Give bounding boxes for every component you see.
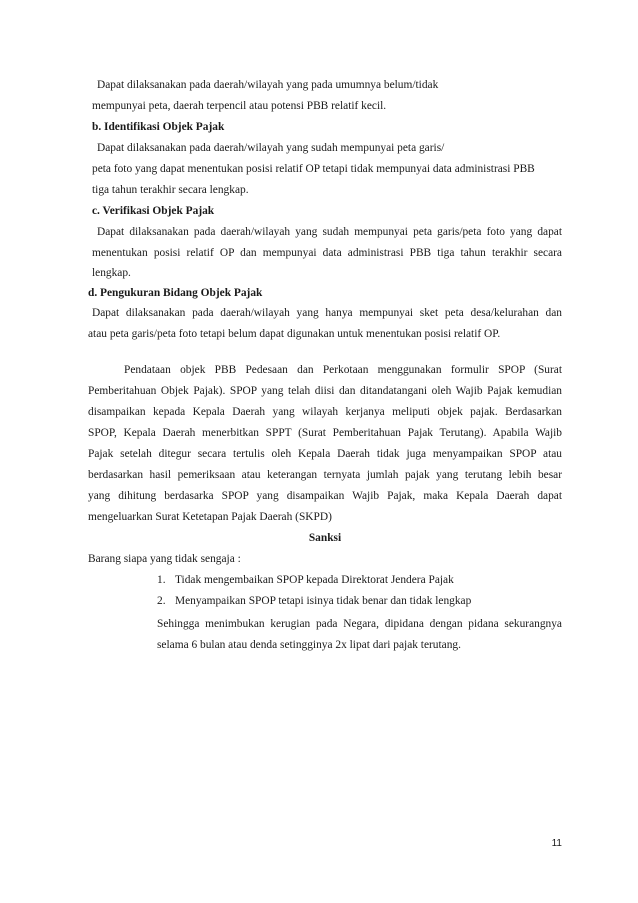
section-c-line-3: lengkap.: [92, 267, 131, 279]
paragraph-line: SPOP, Kepala Daerah menerbitkan SPPT (Surat Pemberitahuan Pajak Terutang). Apabila Wajib: [88, 427, 562, 439]
sanksi-intro: Barang siapa yang tidak sengaja :: [88, 553, 241, 565]
list-item: Menyampaikan SPOP tetapi isinya tidak benar dan tidak lengkap: [175, 595, 472, 607]
paragraph-line: Pemberitahuan Objek Pajak). SPOP yang telah diisi dan ditandatangani oleh Wajib Pajak kemudian: [88, 385, 562, 397]
page-number: 11: [551, 838, 562, 849]
paragraph-line: disampaikan kepada Kepala Daerah yang wilayah kerjanya meliputi objek pajak. Berdasarkan: [88, 406, 562, 418]
section-a-line-2: mempunyai peta, daerah terpencil atau potensi PBB relatif kecil.: [92, 100, 387, 112]
section-d-heading: d. Pengukuran Bidang Objek Pajak: [88, 287, 263, 299]
list-item-number: 2.: [157, 595, 166, 607]
paragraph-line: Pendataan objek PBB Pedesaan dan Perkotaan menggunakan formulir SPOP (Surat: [124, 364, 562, 376]
paragraph-line: Pajak setelah ditegur secara tertulis oleh Kepala Daerah tidak juga menyampaikan SPOP atau: [88, 448, 562, 460]
section-c-line-1: Dapat dilaksanakan pada daerah/wilayah yang sudah mempunyai peta garis/peta foto yang dapat: [97, 226, 562, 238]
section-c-line-2: menentukan posisi relatif OP dan mempunyai data administrasi PBB tiga tahun terakhir secara: [92, 247, 562, 259]
paragraph-line: yang dihitung berdasarka SPOP yang disampaikan Wajib Pajak, maka Kepala Daerah dapat: [88, 490, 562, 502]
sanksi-closing-line-1: Sehingga menimbukan kerugian pada Negara, dipidana dengan pidana sekurangnya: [157, 618, 562, 630]
section-c-heading: c. Verifikasi Objek Pajak: [92, 205, 215, 217]
sanksi-title: Sanksi: [308, 532, 342, 544]
section-d-line-2: atau peta garis/peta foto tetapi belum dapat digunakan untuk menentukan posisi relatif OP.: [88, 328, 501, 340]
list-item-number: 1.: [157, 574, 166, 586]
sanksi-closing-line-2: selama 6 bulan atau denda setingginya 2x lipat dari pajak terutang.: [157, 639, 461, 651]
section-a-line-1: Dapat dilaksanakan pada daerah/wilayah yang pada umumnya belum/tidak: [97, 79, 439, 91]
section-b-heading: b. Identifikasi Objek Pajak: [92, 121, 225, 133]
list-item: Tidak mengembaikan SPOP kepada Direktorat Jendera Pajak: [175, 574, 454, 586]
section-b-line-3: tiga tahun terakhir secara lengkap.: [92, 184, 249, 196]
paragraph-line: berdasarkan hasil pemeriksaan atau keterangan ternyata jumlah pajak yang terutang lebih besar: [88, 469, 562, 481]
section-b-line-2: peta foto yang dapat menentukan posisi relatif OP tetapi tidak mempunyai data administrasi PBB: [92, 163, 535, 175]
section-b-line-1: Dapat dilaksanakan pada daerah/wilayah yang sudah mempunyai peta garis/: [97, 142, 445, 154]
section-d-line-1: Dapat dilaksanakan pada daerah/wilayah yang hanya mempunyai sket peta desa/kelurahan dan: [92, 307, 562, 319]
paragraph-line: mengeluarkan Surat Ketetapan Pajak Daerah (SKPD): [88, 511, 332, 523]
